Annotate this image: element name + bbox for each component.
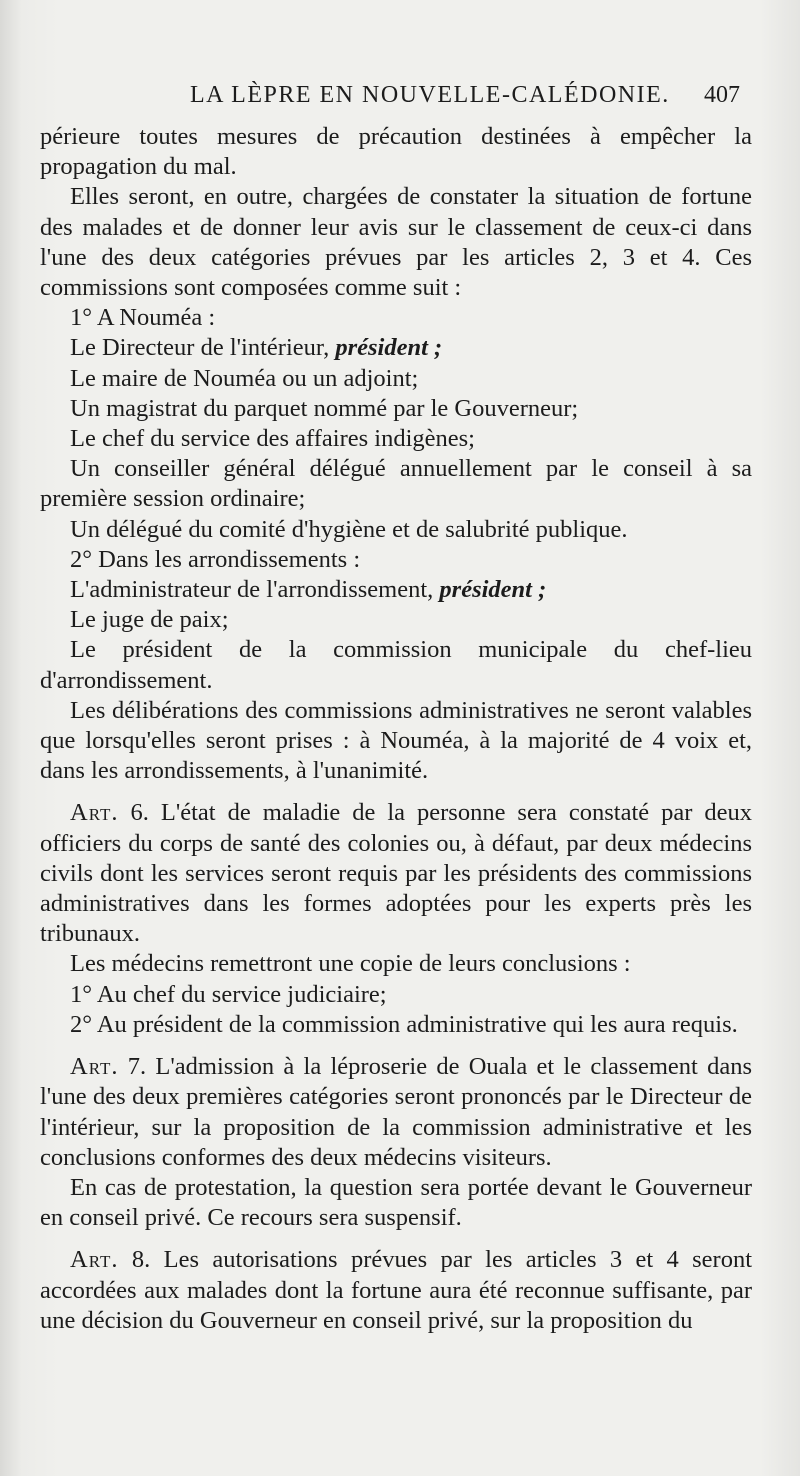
article-7: Art. 7. L'admission à la léproserie de Ouala et le classement dans l'une des deux premières catégories seront prononcés par le Directeur de l'intérieur, sur la proposition de la commission administrative et les conclusions conformes des deux médecins visiteurs.	[40, 1053, 752, 1171]
list-item: Le chef du service des affaires indigènes;	[70, 425, 475, 453]
list-item: L'administrateur de l'arrondissement, président ;	[70, 576, 547, 604]
list-item: Le Directeur de l'intérieur, président ;	[70, 334, 443, 362]
article-label: Art.	[70, 1246, 119, 1274]
page-number: 407	[704, 82, 740, 108]
article-label: Art.	[70, 1053, 119, 1081]
running-title: LA LÈPRE EN NOUVELLE-CALÉDONIE.	[190, 82, 670, 108]
list-item: Un conseiller général délégué annuellement par le conseil à sa première session ordinaire;	[40, 455, 752, 513]
role-president: président ;	[439, 576, 547, 604]
article-label: Art.	[70, 799, 119, 827]
paragraph-deliberations: Les délibérations des commissions administratives ne seront valables que lorsqu'elles seront prises : à Nouméa, à la majorité de 4 voix et, dans les arrondissements, à l'unanimité.	[40, 696, 752, 785]
list-item: Le maire de Nouméa ou un adjoint;	[70, 364, 419, 392]
list-item: 2° Au président de la commission administrative qui les aura requis.	[70, 1010, 738, 1038]
arrondissements-heading: 2° Dans les arrondissements :	[70, 545, 361, 573]
list-item: Le président de la commission municipale du chef-lieu d'arrondissement.	[40, 636, 752, 694]
article-8: Art. 8. Les autorisations prévues par les articles 3 et 4 seront accordées aux malades dont la fortune aura été reconnue suffisante, par une décision du Gouverneur en conseil privé, sur la proposition du	[40, 1246, 753, 1334]
list-item: 1° Au chef du service judiciaire;	[70, 980, 387, 1008]
paragraph-copies-intro: Les médecins remettront une copie de leurs conclusions :	[70, 950, 631, 978]
article-number: 7.	[127, 1053, 147, 1081]
arrondissements-members-list	[40, 575, 752, 635]
article-number: 8.	[131, 1246, 151, 1274]
list-item: Le juge de paix;	[70, 606, 229, 634]
paragraph-protest: En cas de protestation, la question sera portée devant le Gouverneur en conseil privé. Ce recours sera suspensif.	[40, 1173, 752, 1232]
article-number: 6.	[130, 799, 149, 827]
list-item: Un délégué du comité d'hygiène et de salubrité publique.	[70, 515, 628, 543]
list-item: Un magistrat du parquet nommé par le Gouverneur;	[70, 394, 579, 422]
paragraph-commissions: Elles seront, en outre, chargées de constater la situation de fortune des malades et de donner leur avis sur le classement de ceux-ci dans l'une des deux catégories prévues par les articles 2, 3 et 4. Ces commissions sont composées comme suit :	[40, 183, 752, 302]
page-body	[40, 122, 752, 1336]
page-header	[40, 82, 740, 118]
noumea-members-list	[40, 333, 752, 454]
paragraph-intro: périeure toutes mesures de précaution destinées à empêcher la propagation du mal.	[40, 123, 752, 181]
role-president: président ;	[335, 334, 443, 362]
noumea-heading: 1° A Nouméa :	[70, 304, 216, 332]
article-6: Art. 6. L'état de maladie de la personne sera constaté par deux officiers du corps de santé des colonies ou, à défaut, par deux médecins civils dont les services seront requis par les présidents des commissions administratives dans les formes adoptées pour les experts près les tribunaux.	[40, 799, 752, 948]
